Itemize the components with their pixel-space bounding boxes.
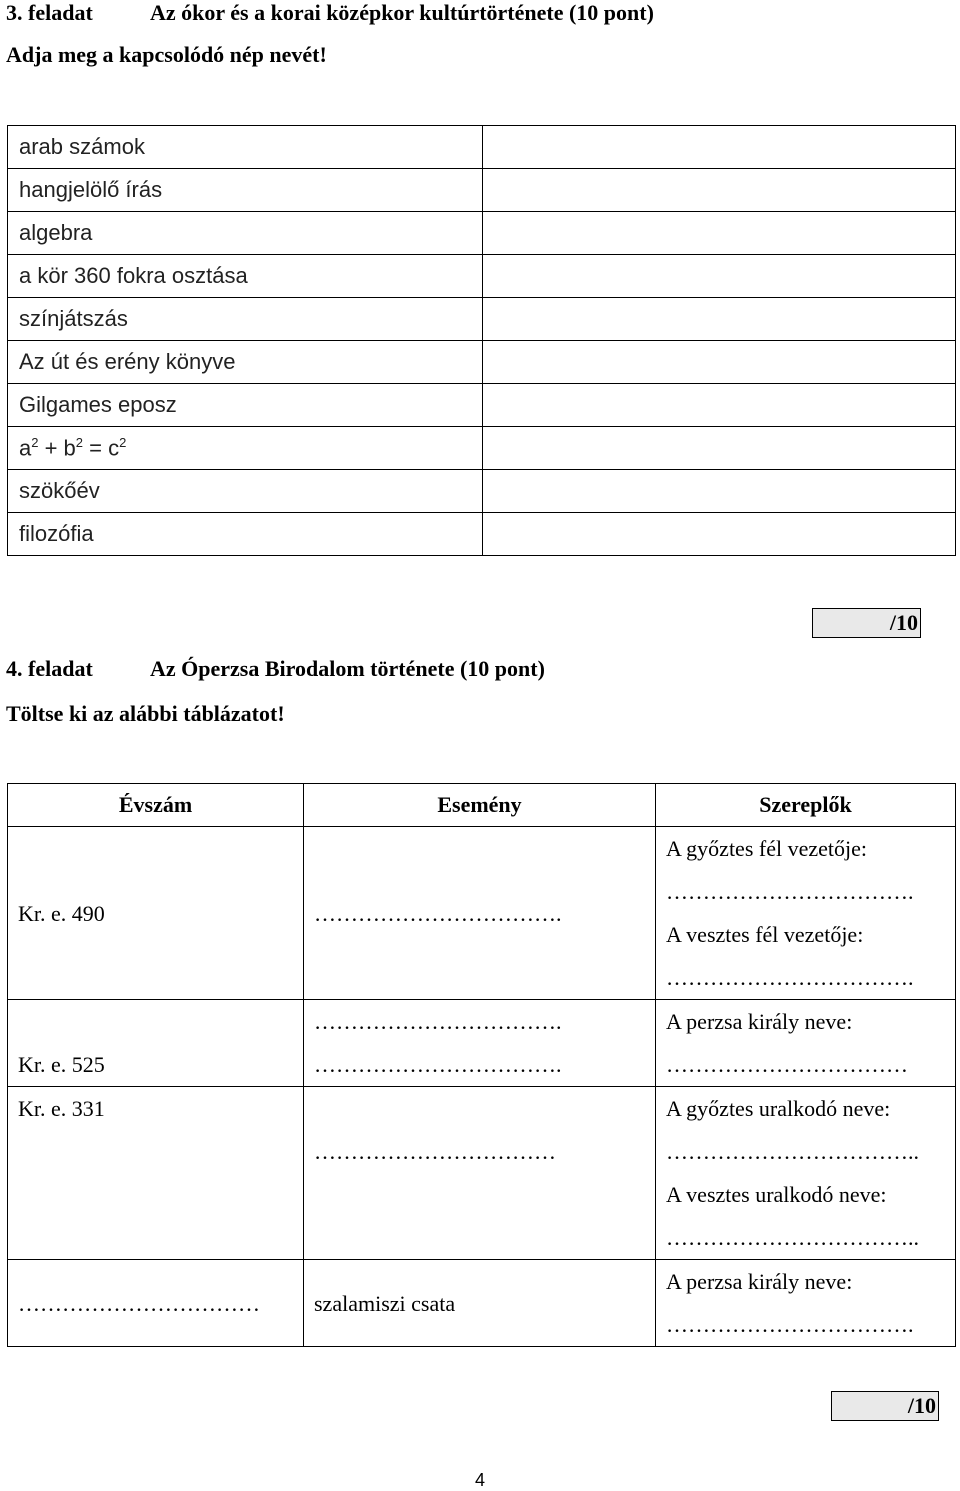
header-year: Évszám (8, 784, 304, 827)
actor-blank[interactable]: ……………………………. (666, 879, 914, 904)
task3-title: Az ókor és a korai középkor kultúrtörténete (10 pont) (150, 0, 654, 25)
task4-score-box: /10 (831, 1391, 939, 1421)
actor-blank[interactable]: …………………………….. (666, 1139, 919, 1164)
task4-instruction: Töltse ki az alábbi táblázatot! (6, 701, 285, 726)
table-row (8, 427, 956, 470)
concept-cell: szökőév (8, 470, 483, 513)
actor-blank[interactable]: ……………………………. (666, 965, 914, 990)
concept-cell: a kör 360 fokra osztása (8, 255, 483, 298)
event-blank[interactable]: ……………………………. (314, 1009, 562, 1034)
spacer (314, 1087, 645, 1130)
year-cell (8, 1000, 304, 1087)
task3-score-box: /10 (812, 608, 921, 638)
table-row (8, 126, 956, 169)
actor-label: A győztes fél vezetője: (666, 836, 867, 861)
event-blank[interactable]: …………………………… (314, 1139, 556, 1164)
table-row (8, 384, 956, 427)
actors-cell (656, 1260, 956, 1347)
actors-cell (656, 1087, 956, 1260)
concept-cell: algebra (8, 212, 483, 255)
event-text: szalamiszi csata (314, 1290, 456, 1316)
event-cell[interactable] (304, 827, 656, 1000)
header-event: Esemény (304, 784, 656, 827)
actors-cell (656, 827, 956, 1000)
task3-number: 3. feladat (6, 0, 93, 25)
answer-cell[interactable] (483, 341, 956, 384)
concept-cell: $a^2 + b^2 = c^2$ (8, 427, 483, 470)
year-cell (8, 1087, 304, 1260)
year-text: Kr. e. 490 (18, 900, 105, 926)
page-number: 4 (474, 1470, 485, 1490)
answer-cell[interactable] (483, 470, 956, 513)
concept-cell: arab számok (8, 126, 483, 169)
answer-cell[interactable] (483, 126, 956, 169)
concept-cell: Gilgames eposz (8, 384, 483, 427)
table-row (8, 1260, 956, 1347)
year-text: Kr. e. 331 (18, 1096, 105, 1121)
actors-cell (656, 1000, 956, 1087)
actor-label: A győztes uralkodó neve: (666, 1096, 891, 1121)
table-header-row (8, 784, 956, 827)
answer-cell[interactable] (483, 169, 956, 212)
year-text: Kr. e. 525 (18, 1052, 105, 1077)
table-row (8, 298, 956, 341)
answer-cell[interactable] (483, 212, 956, 255)
table-row (8, 827, 956, 1000)
table-row (8, 255, 956, 298)
answer-cell[interactable] (483, 513, 956, 556)
table-row (8, 341, 956, 384)
actor-blank[interactable]: …………………………… (666, 1052, 908, 1077)
actor-label: A vesztes fél vezetője: (666, 922, 864, 947)
table-row (8, 1000, 956, 1087)
concept-cell: Az út és erény könyve (8, 341, 483, 384)
task4-table (7, 783, 956, 1347)
event-blank[interactable]: ……………………………. (314, 900, 562, 926)
event-cell (304, 1260, 656, 1347)
actor-label: A vesztes uralkodó neve: (666, 1182, 887, 1207)
header-actors: Szereplők (656, 784, 956, 827)
answer-cell[interactable] (483, 298, 956, 341)
table-row (8, 212, 956, 255)
task4-title: Az Óperzsa Birodalom története (10 pont) (150, 656, 545, 681)
table-row (8, 513, 956, 556)
year-cell (8, 827, 304, 1000)
event-blank[interactable]: ……………………………. (314, 1052, 562, 1077)
answer-cell[interactable] (483, 255, 956, 298)
actor-blank[interactable]: ……………………………. (666, 1312, 914, 1337)
task3-instruction: Adja meg a kapcsolódó nép nevét! (6, 42, 327, 67)
actor-label: A perzsa király neve: (666, 1269, 853, 1294)
answer-cell[interactable] (483, 384, 956, 427)
table-row (8, 470, 956, 513)
year-cell[interactable] (8, 1260, 304, 1347)
event-cell[interactable] (304, 1000, 656, 1087)
table-row (8, 1087, 956, 1260)
task4-number: 4. feladat (6, 656, 93, 681)
answer-cell[interactable] (483, 427, 956, 470)
concept-cell: filozófia (8, 513, 483, 556)
concept-cell: színjátszás (8, 298, 483, 341)
table-row (8, 169, 956, 212)
year-blank[interactable]: …………………………… (18, 1290, 260, 1316)
task3-table (7, 125, 956, 556)
actor-blank[interactable]: …………………………….. (666, 1225, 919, 1250)
concept-cell: hangjelölő írás (8, 169, 483, 212)
event-cell[interactable] (304, 1087, 656, 1260)
actor-label: A perzsa király neve: (666, 1009, 853, 1034)
